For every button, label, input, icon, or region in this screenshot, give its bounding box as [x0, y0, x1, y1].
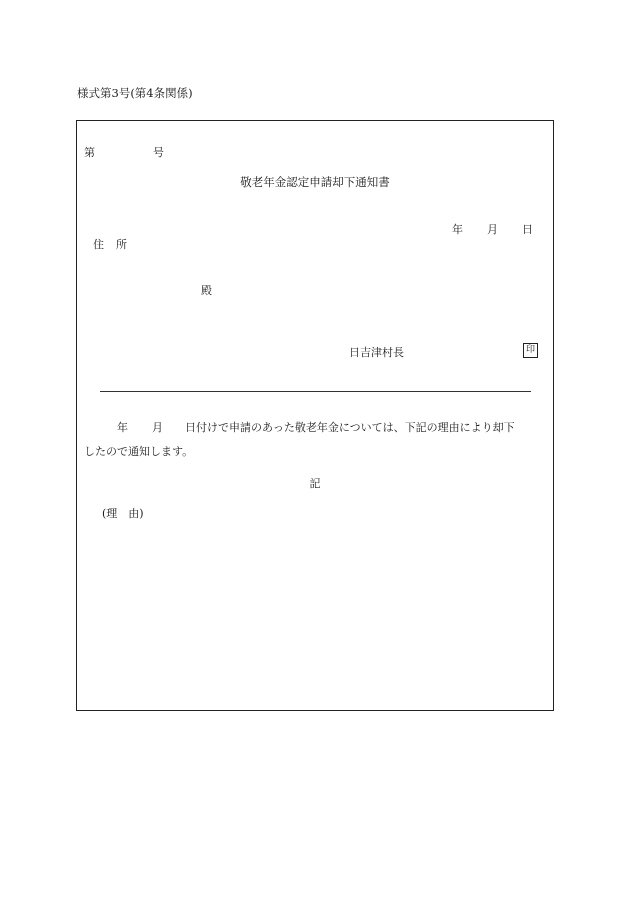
date-line	[452, 221, 533, 237]
issuer-name: 日吉津村長	[349, 346, 404, 359]
body-text-line-1	[117, 419, 515, 435]
document-title: 敬老年金認定申請却下通知書	[240, 175, 390, 189]
seal-mark: 印	[523, 343, 538, 358]
address-label	[93, 236, 127, 252]
record-heading: 記	[309, 477, 321, 490]
reason-label: (理 由)	[102, 507, 144, 520]
body-year: 年	[117, 421, 128, 434]
body-month: 月	[152, 421, 163, 434]
date-year: 年	[452, 223, 463, 236]
horizontal-divider	[100, 391, 531, 392]
date-day: 日	[522, 223, 533, 236]
body-text-line-2: したので通知します。	[84, 445, 194, 458]
document-number-line	[84, 144, 164, 160]
number-prefix: 第	[84, 146, 95, 159]
notice-frame	[76, 120, 554, 711]
recipient-honorific: 殿	[201, 284, 212, 297]
number-suffix: 号	[153, 146, 164, 159]
body-text-1: 日付けで申請のあった敬老年金については、下記の理由により却下	[185, 421, 515, 434]
date-month: 月	[487, 223, 498, 236]
address-label-char-1: 住	[93, 238, 104, 251]
form-reference: 様式第3号(第4条関係)	[77, 86, 193, 100]
address-label-char-2: 所	[116, 238, 127, 251]
